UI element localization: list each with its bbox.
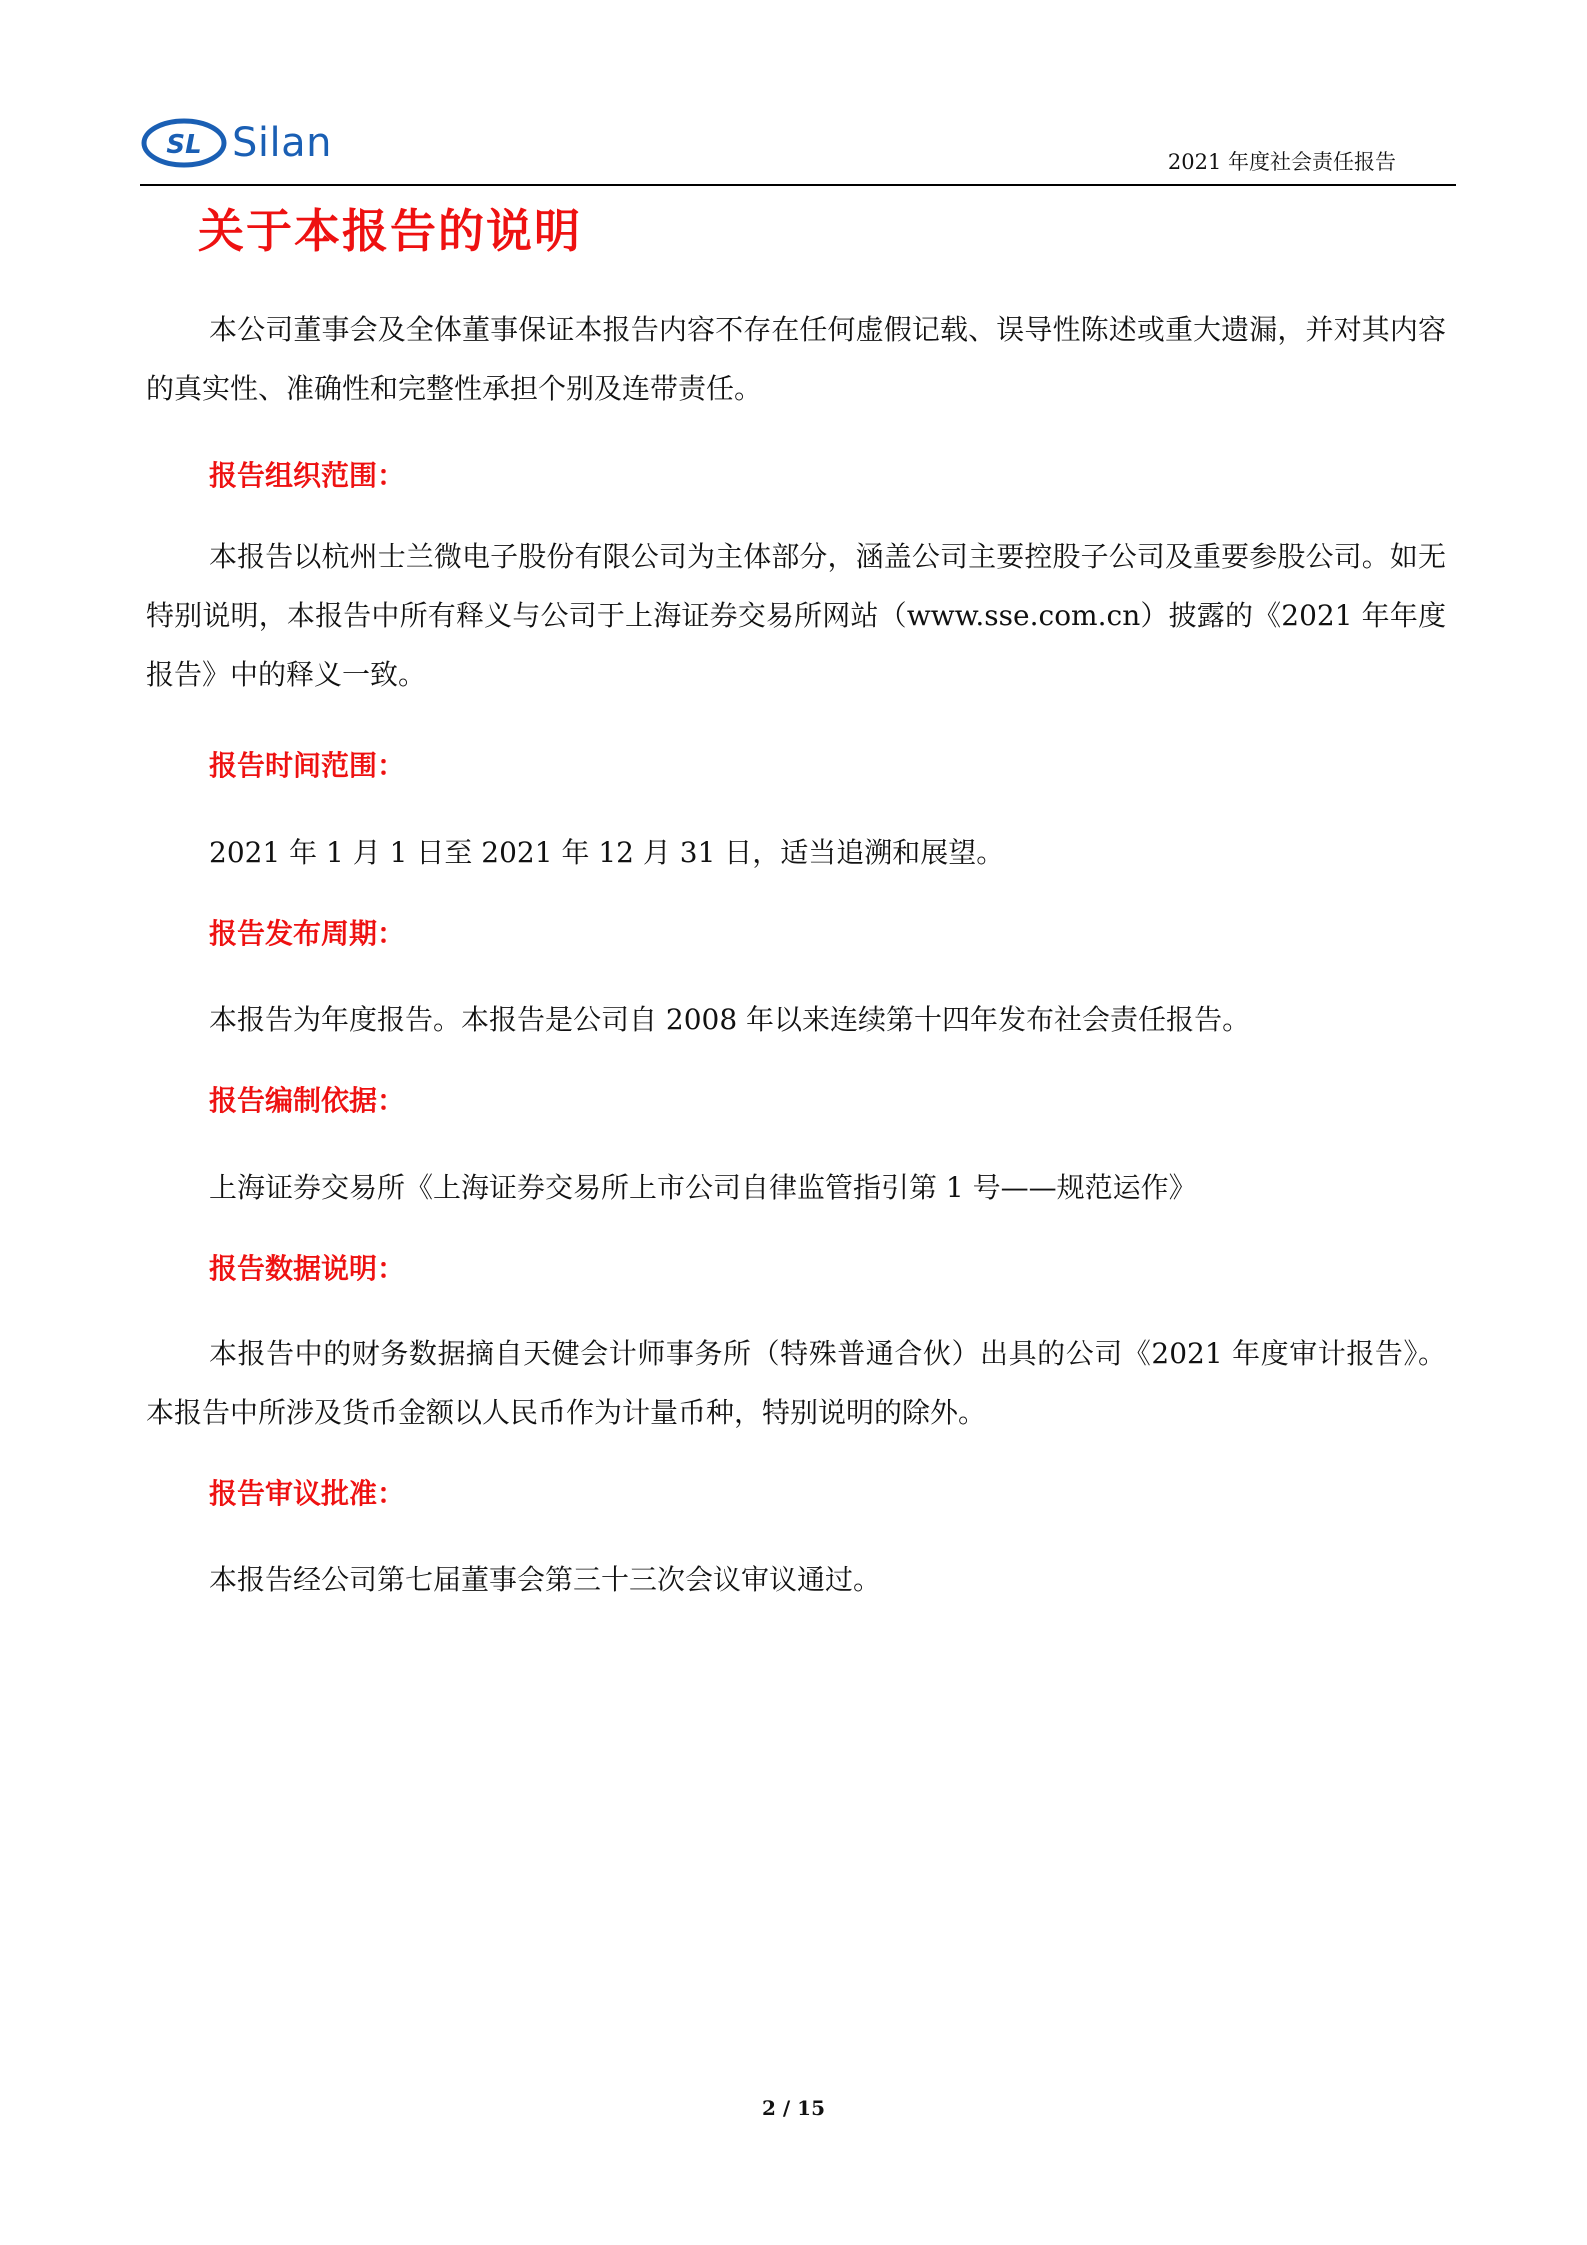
logo-wordmark: Silan: [232, 120, 332, 166]
section-text-cycle: 本报告为年度报告。本报告是公司自 2008 年以来连续第十四年发布社会责任报告。: [209, 1003, 1251, 1036]
section-heading-basis: 报告编制依据：: [209, 1084, 406, 1117]
logo-mark-text: SL: [166, 130, 202, 160]
section-text-basis: 上海证券交易所《上海证券交易所上市公司自律监管指引第 1 号——规范运作》: [209, 1171, 1197, 1204]
page-number: 2 / 15: [762, 2096, 825, 2120]
section-heading-data: 报告数据说明：: [209, 1252, 406, 1285]
intro-paragraph: 本公司董事会及全体董事保证本报告内容不存在任何虚假记载、误导性陈述或重大遗漏，并对其内容的真实性、准确性和完整性承担个别及连带责任。: [146, 313, 1446, 405]
section-text-data: 本报告中的财务数据摘自天健会计师事务所（特殊普通合伙）出具的公司《2021 年度审计报告》。本报告中所涉及货币金额以人民币作为计量币种，特别说明的除外。: [146, 1337, 1446, 1429]
silan-logo-icon: [140, 115, 228, 171]
section-heading-scope: 报告组织范围：: [209, 459, 406, 492]
section-heading-cycle: 报告发布周期：: [209, 917, 406, 950]
page-title: 关于本报告的说明: [198, 204, 582, 258]
section-heading-period: 报告时间范围：: [209, 749, 406, 782]
section-text-period: 2021 年 1 月 1 日至 2021 年 12 月 31 日，适当追溯和展望。: [209, 836, 1005, 869]
section-text-scope: 本报告以杭州士兰微电子股份有限公司为主体部分，涵盖公司主要控股子公司及重要参股公司。如无特别说明，本报告中所有释义与公司于上海证券交易所网站（www.sse.com.cn）披露的《2021 年年度报告》中的释义一致。: [146, 540, 1446, 691]
section-text-approval: 本报告经公司第七届董事会第三十三次会议审议通过。: [209, 1563, 882, 1596]
company-logo: [140, 114, 332, 172]
section-heading-approval: 报告审议批准：: [209, 1477, 406, 1510]
report-header-title: 2021 年度社会责任报告: [1167, 150, 1396, 174]
page-header: [140, 108, 1456, 186]
